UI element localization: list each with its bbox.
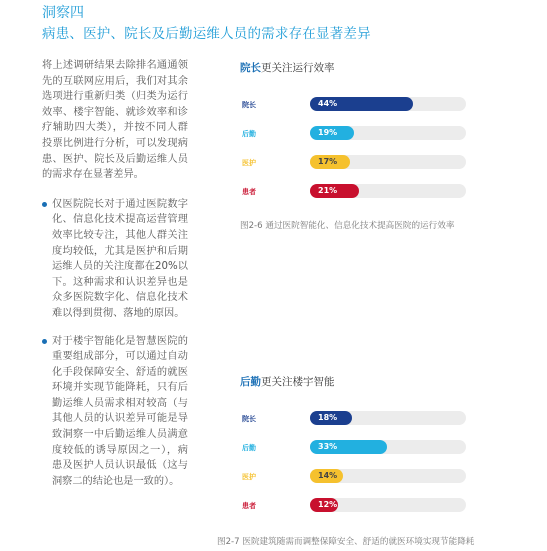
value-label: 19% bbox=[318, 128, 338, 137]
bullet-item bbox=[42, 334, 188, 490]
value-label: 18% bbox=[318, 413, 338, 422]
category-label: 患者 bbox=[242, 502, 256, 510]
body-text bbox=[42, 58, 188, 501]
bar-group bbox=[240, 408, 540, 524]
category-label: 医护 bbox=[242, 159, 256, 167]
bar bbox=[310, 411, 352, 425]
bar-track bbox=[310, 440, 466, 454]
bar-row bbox=[240, 123, 540, 152]
category-label: 院长 bbox=[242, 101, 256, 109]
insight-title: 洞察四 bbox=[42, 5, 84, 21]
bullet-dot-icon bbox=[42, 202, 47, 207]
bullet-item bbox=[42, 197, 188, 322]
value-label: 12% bbox=[318, 500, 338, 509]
chart-caption: 图2-7 医院建筑随需而调整保障安全、舒适的就医环境实现节能降耗 bbox=[217, 537, 475, 547]
bar-track bbox=[310, 469, 466, 483]
bar-row bbox=[240, 152, 540, 181]
bar-track bbox=[310, 155, 466, 169]
chart-title bbox=[240, 60, 540, 76]
value-label: 17% bbox=[318, 157, 338, 166]
bar-track bbox=[310, 498, 466, 512]
chart-title bbox=[240, 374, 540, 390]
value-label: 14% bbox=[318, 471, 338, 480]
bar bbox=[310, 155, 350, 169]
chart-caption: 图2-6 通过医院智能化、信息化技术提高医院的运行效率 bbox=[240, 221, 455, 231]
bullet-text: 仅医院院长对于通过医院数字化、信息化技术提高运营管理效率比较专注，其他人群关注度均较低，尤其是医护和后期运维人员的关注度都在20%以下。这种需求和认识差异也是众多医院数字化、信息化技术难以得到贯彻、落地的原因。 bbox=[52, 198, 188, 319]
chart-efficiency bbox=[240, 60, 540, 210]
category-label: 患者 bbox=[242, 188, 256, 196]
category-label: 医护 bbox=[242, 473, 256, 481]
category-label: 院长 bbox=[242, 415, 256, 423]
bar-group bbox=[240, 94, 540, 210]
chart-title-rest: 更关注运行效率 bbox=[261, 62, 335, 74]
category-label: 后勤 bbox=[242, 130, 256, 138]
chart-building bbox=[240, 374, 540, 524]
bar bbox=[310, 184, 359, 198]
bullet-dot-icon bbox=[42, 339, 47, 344]
bar-row bbox=[240, 408, 540, 437]
bar-row bbox=[240, 495, 540, 524]
value-label: 33% bbox=[318, 442, 338, 451]
chart-title-rest: 更关注楼宇智能 bbox=[261, 376, 335, 388]
bar bbox=[310, 126, 354, 140]
bar-row bbox=[240, 466, 540, 495]
bar-track bbox=[310, 97, 466, 111]
intro-paragraph: 将上述调研结果去除排名通通领先的互联网应用后，我们对其余选项进行重新归类（归类为运行效率、楼宇智能、就诊效率和诊疗辅助四大类），并按不同人群投票比例进行分析，可以发现病患、医护、院长及后勤运维人员的需求存在显著差异。 bbox=[42, 60, 188, 181]
bar-row bbox=[240, 94, 540, 123]
insight-subtitle: 病患、医护、院长及后勤运维人员的需求存在显著差异 bbox=[42, 26, 371, 42]
bar bbox=[310, 97, 413, 111]
bar-row bbox=[240, 437, 540, 466]
bar bbox=[310, 440, 387, 454]
value-label: 21% bbox=[318, 186, 338, 195]
category-label: 后勤 bbox=[242, 444, 256, 452]
bar bbox=[310, 498, 338, 512]
value-label: 44% bbox=[318, 99, 338, 108]
chart-title-highlight: 院长 bbox=[240, 62, 261, 74]
bullet-text: 对于楼宇智能化是智慧医院的重要组成部分，可以通过自动化手段保障安全、舒适的就医环境并实现节能降耗，只有后勤运维人员需求相对较高（与其他人员的认识差异可能是导致洞察一中后勤运维人员满意度较低的诱导原因之一），病患及医护人员认识最低（这与洞察二的结论也是一致的）。 bbox=[52, 335, 188, 487]
page-header bbox=[42, 4, 542, 44]
bar bbox=[310, 469, 343, 483]
bar-row bbox=[240, 181, 540, 210]
bar-track bbox=[310, 411, 466, 425]
bar-track bbox=[310, 126, 466, 140]
chart-title-highlight: 后勤 bbox=[240, 376, 261, 388]
bar-track bbox=[310, 184, 466, 198]
